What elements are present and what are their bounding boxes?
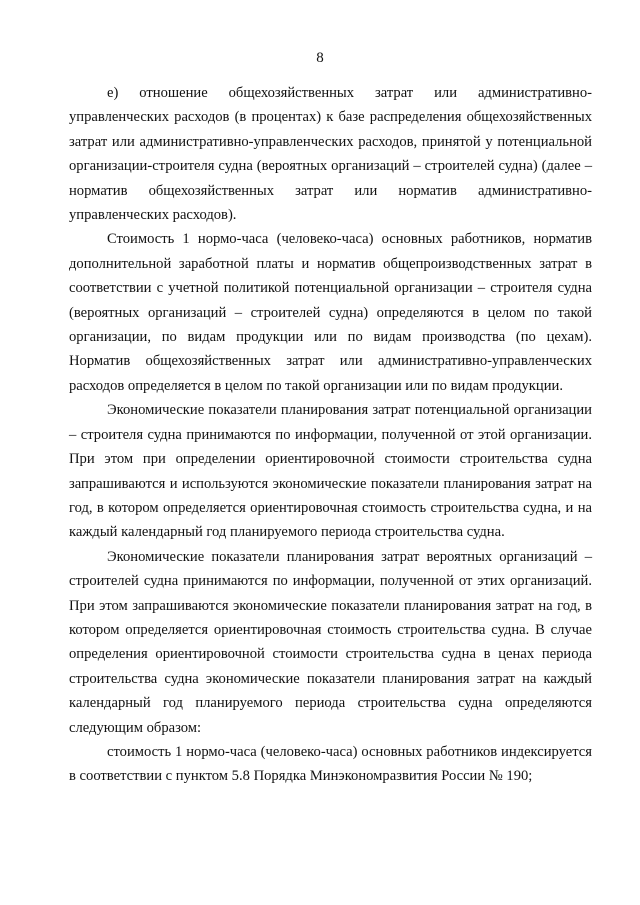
paragraph-probable-builders-indicators: Экономические показатели планирования затрат вероятных организаций – строителей судна принимаются по информации, полученной от этих организаций. При этом запрашиваются экономические показатели планирования затрат на год, в котором определяется ориентировочная стоимость строительства судна. В случае определения ориентировочной стоимости строительства судна в ценах периода строительства судна экономические показатели планирования затрат на каждый календарный год планируемого периода строительства судна определяются следующим образом: [69, 548, 592, 736]
document-body [69, 81, 592, 789]
page-number: 8 [316, 50, 324, 66]
paragraph-labor-hour-indexation: стоимость 1 нормо-часа (человеко-часа) основных работников индексируется в соответствии с пунктом 5.8 Порядка Минэкономразвития России № 190; [69, 743, 592, 785]
paragraph-potential-builder-indicators: Экономические показатели планирования затрат потенциальной организации – строителя судна принимаются по информации, полученной от этой организации. При этом при определении ориентировочной стоимости строительства судна запрашиваются и используются экономические показатели планирования затрат на год, в котором определяется ориентировочная стоимость строительства судна, и на каждый календарный год планируемого периода строительства судна. [69, 402, 592, 541]
paragraph-item-e: е) отношение общехозяйственных затрат или административно-управленческих расходов (в процентах) к базе распределения общехозяйственных затрат или административно-управленческих расходов, принятой у потенциальной организации-строителя судна (вероятных организаций – строителей судна) (далее – норматив общехозяйственных затрат или норматив административно-управленческих расходов). [69, 85, 592, 224]
paragraph-labor-hour-cost: Стоимость 1 нормо-часа (человеко-часа) основных работников, норматив дополнительной заработной платы и норматив общепроизводственных затрат в соответствии с учетной политикой потенциальной организации – строителя судна (вероятных организаций – строителей судна) определяются в целом по такой организации, по видам продукции или по видам производства (по цехам). Норматив общехозяйственных затрат или административно-управленческих расходов определяется в целом по такой организации или по видам продукции. [69, 231, 592, 394]
